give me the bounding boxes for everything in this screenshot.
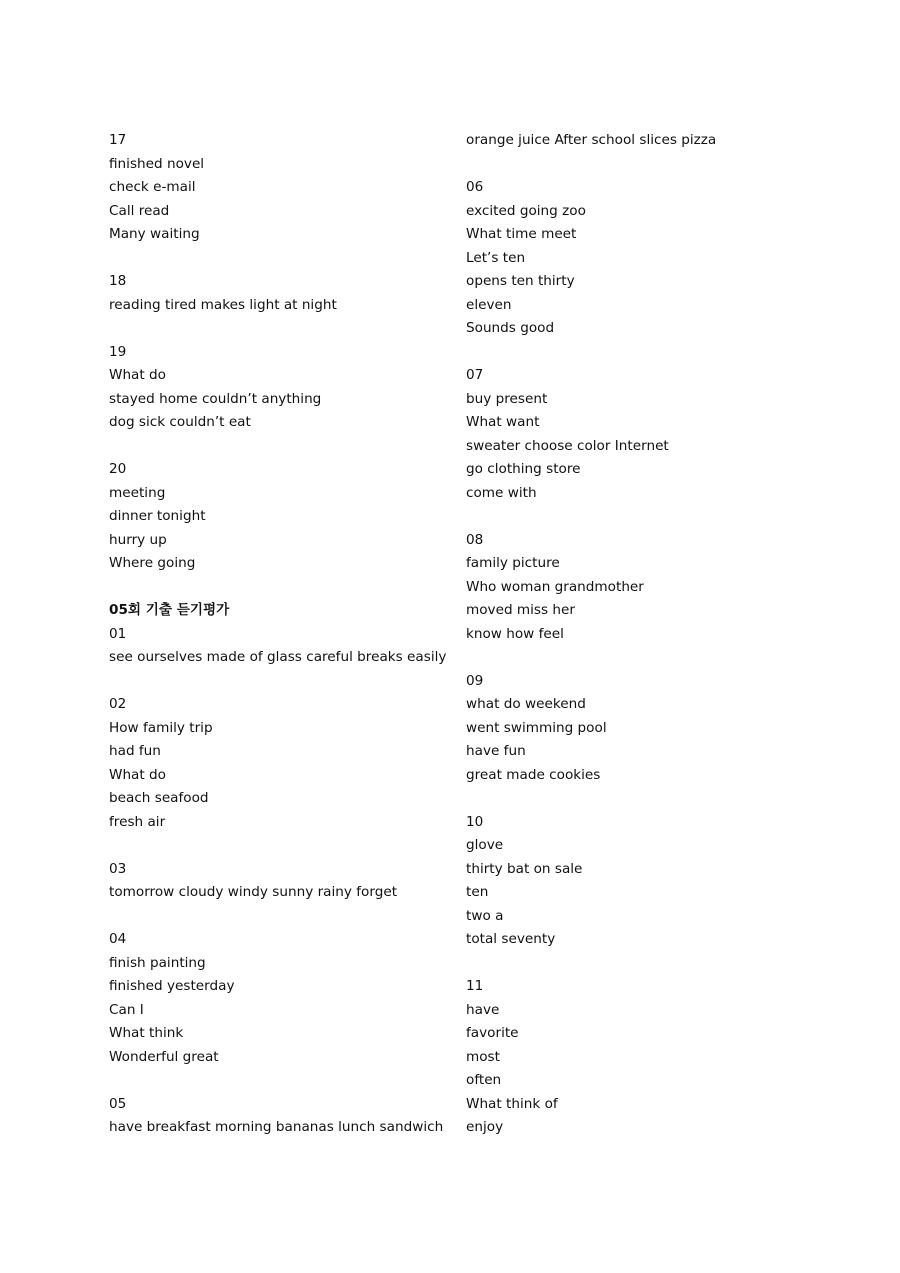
spacer <box>109 1069 449 1093</box>
item-line: total seventy <box>466 931 556 947</box>
item-line: Many waiting <box>109 226 200 242</box>
item-line: finished novel <box>109 155 205 172</box>
item-number: 11 <box>466 978 484 994</box>
item-line: excited going zoo <box>466 202 586 219</box>
item-line: know how feel <box>466 625 564 642</box>
spacer <box>466 341 796 365</box>
spacer <box>109 670 449 694</box>
spacer <box>109 576 449 600</box>
spacer <box>466 505 796 529</box>
item-line: What think of <box>466 1095 558 1112</box>
spacer <box>466 646 796 670</box>
right-column <box>466 129 796 1140</box>
item-number: 09 <box>466 672 484 689</box>
continuation-line: orange juice After school slices pizza <box>466 132 717 148</box>
spacer <box>109 905 449 929</box>
item-number: 04 <box>109 931 127 947</box>
item-number: 08 <box>466 531 484 548</box>
item-number: 20 <box>109 461 127 477</box>
item-line: ten <box>466 884 489 900</box>
item-line: have fun <box>466 743 526 759</box>
item-line: Who woman grandmother <box>466 578 644 595</box>
item-number: 17 <box>109 132 127 148</box>
item-line: Sounds good <box>466 320 555 336</box>
item-line: buy present <box>466 390 548 407</box>
item-line: family picture <box>466 555 560 571</box>
left-column <box>109 129 449 1140</box>
item-line: thirty bat on sale <box>466 860 583 877</box>
item-line: What want <box>466 414 540 430</box>
item-line: great made cookies <box>466 766 601 783</box>
item-line: What do <box>109 367 166 383</box>
item-number: 05 <box>109 1095 127 1112</box>
item-number: 18 <box>109 273 127 289</box>
item-line: fresh air <box>109 813 166 830</box>
item-line: reading tired makes light at night <box>109 296 337 313</box>
spacer <box>466 952 796 976</box>
item-line: two a <box>466 907 504 924</box>
spacer <box>109 834 449 858</box>
spacer <box>109 317 449 341</box>
item-line: often <box>466 1072 502 1088</box>
spacer <box>109 247 449 271</box>
item-line: moved miss her <box>466 602 575 618</box>
item-line: have <box>466 1001 500 1018</box>
item-number: 02 <box>109 696 127 712</box>
item-line: went swimming pool <box>466 719 607 736</box>
item-line: stayed home couldn’t anything <box>109 390 322 407</box>
spacer <box>109 435 449 459</box>
item-number: 19 <box>109 343 127 360</box>
item-line: finish painting <box>109 954 206 971</box>
item-line: dog sick couldn’t eat <box>109 414 251 430</box>
item-line: glove <box>466 837 504 853</box>
item-line: enjoy <box>466 1119 504 1135</box>
item-line: Call read <box>109 202 170 219</box>
item-line: favorite <box>466 1025 519 1041</box>
item-line: have breakfast morning bananas lunch sandwich <box>109 1119 444 1135</box>
item-line: opens ten thirty <box>466 273 575 289</box>
item-line: most <box>466 1048 500 1065</box>
item-line: What do <box>109 766 166 783</box>
item-line: had fun <box>109 743 161 759</box>
item-line: Let’s ten <box>466 249 526 266</box>
item-line: what do weekend <box>466 696 586 712</box>
section-heading: 05회 기출 듣기평가 <box>109 602 230 618</box>
item-line: sweater choose color Internet <box>466 437 669 454</box>
item-line: go clothing store <box>466 461 581 477</box>
spacer <box>466 787 796 811</box>
item-number: 01 <box>109 625 127 642</box>
item-line: check e-mail <box>109 179 196 195</box>
item-line: eleven <box>466 296 512 313</box>
item-line: finished yesterday <box>109 978 235 994</box>
item-number: 06 <box>466 179 484 195</box>
item-line: beach seafood <box>109 790 209 806</box>
item-number: 03 <box>109 860 127 877</box>
item-line: Can I <box>109 1001 144 1018</box>
item-line: Where going <box>109 555 196 571</box>
item-line: see ourselves made of glass careful breaks easily <box>109 649 447 665</box>
spacer <box>466 153 796 177</box>
item-line: What time meet <box>466 226 577 242</box>
item-number: 10 <box>466 813 484 830</box>
item-line: Wonderful great <box>109 1048 219 1065</box>
item-line: tomorrow cloudy windy sunny rainy forget <box>109 884 398 900</box>
item-line: What think <box>109 1025 184 1041</box>
item-line: How family trip <box>109 719 213 736</box>
item-line: dinner tonight <box>109 508 206 524</box>
item-line: meeting <box>109 484 166 501</box>
item-line: hurry up <box>109 531 167 548</box>
item-number: 07 <box>466 367 484 383</box>
item-line: come with <box>466 484 537 501</box>
